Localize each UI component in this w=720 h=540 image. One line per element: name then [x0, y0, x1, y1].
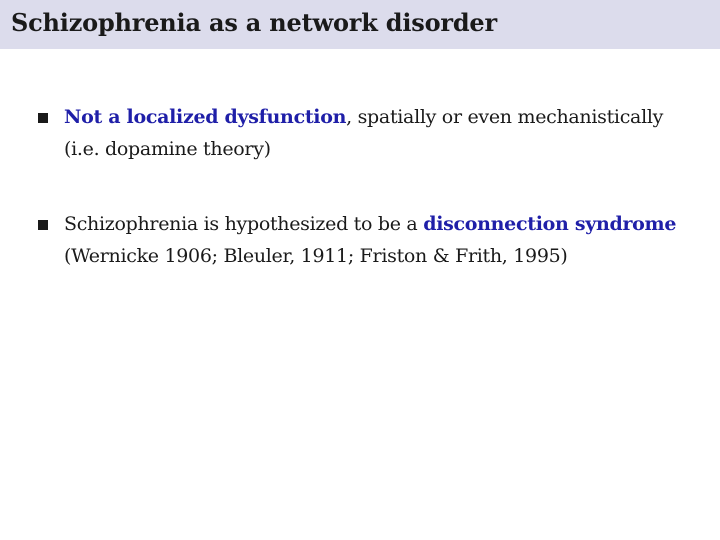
slide-title: Schizophrenia as a network disorder	[11, 8, 497, 37]
title-bar	[0, 0, 720, 49]
bullet-highlight: disconnection syndrome	[423, 213, 677, 235]
square-bullet-icon	[38, 220, 48, 230]
bullet-highlight: Not a localized dysfunction	[64, 106, 347, 128]
square-bullet-icon	[38, 113, 48, 123]
bullet-lead: Schizophrenia is hypothesized to be a	[64, 213, 424, 235]
bullet-text	[64, 101, 684, 165]
bullet-rest: , spatially or even mechanistically (i.e. dopamine theory)	[64, 106, 664, 160]
bullet-text	[64, 208, 684, 272]
bullet-rest: (Wernicke 1906; Bleuler, 1911; Friston & Frith, 1995)	[64, 245, 568, 267]
